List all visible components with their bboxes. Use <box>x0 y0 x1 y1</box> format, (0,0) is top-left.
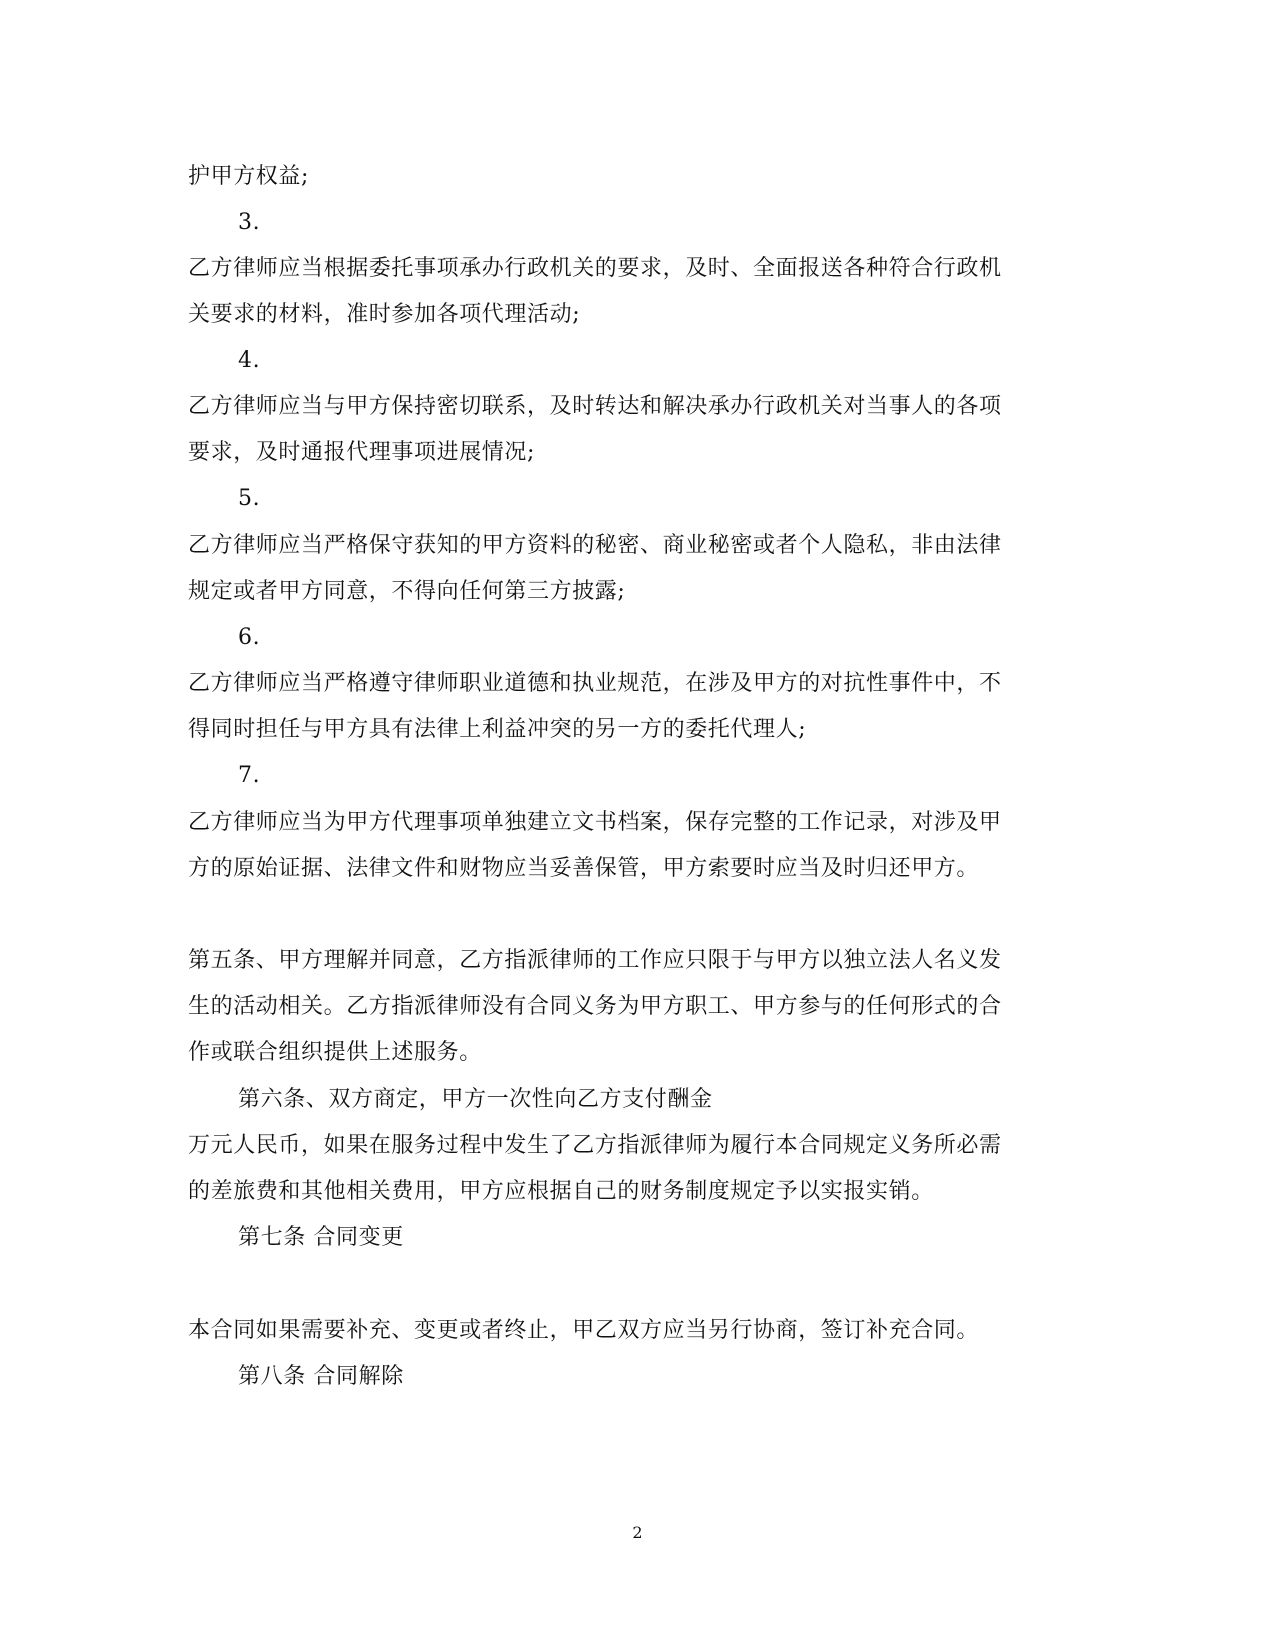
text-line: 本合同如果需要补充、变更或者终止，甲乙双方应当另行协商，签订补充合同。 <box>188 1318 980 1343</box>
text-line: 得同时担任与甲方具有法律上利益冲突的另一方的委托代理人; <box>188 717 807 742</box>
text-line: 乙方律师应当为甲方代理事项单独建立文书档案，保存完整的工作记录，对涉及甲 <box>188 810 1002 835</box>
text-line: 乙方律师应当与甲方保持密切联系，及时转达和解决承办行政机关对当事人的各项 <box>188 394 1002 419</box>
list-number: 4. <box>238 348 261 373</box>
list-number: 5. <box>238 486 261 511</box>
text-line: 关要求的材料，准时参加各项代理活动; <box>188 302 581 327</box>
text-line: 的差旅费和其他相关费用，甲方应根据自己的财务制度规定予以实报实销。 <box>188 1179 934 1204</box>
text-line: 规定或者甲方同意，不得向任何第三方披露; <box>188 579 626 604</box>
list-number: 7. <box>238 763 261 788</box>
list-number: 3. <box>238 210 261 235</box>
article-5-line: 第五条、甲方理解并同意，乙方指派律师的工作应只限于与甲方以独立法人名义发 <box>188 948 1002 973</box>
text-line: 乙方律师应当根据委托事项承办行政机关的要求，及时、全面报送各种符合行政机 <box>188 256 1002 281</box>
text-line: 要求，及时通报代理事项进展情况; <box>188 440 536 465</box>
text-line: 护甲方权益; <box>188 164 310 189</box>
list-number: 6. <box>238 625 261 650</box>
article-8-heading: 第八条 合同解除 <box>238 1364 404 1389</box>
article-6-line: 第六条、双方商定，甲方一次性向乙方支付酬金 <box>238 1087 713 1112</box>
text-line: 万元人民币，如果在服务过程中发生了乙方指派律师为履行本合同规定义务所必需 <box>188 1133 1002 1158</box>
text-line: 乙方律师应当严格遵守律师职业道德和执业规范，在涉及甲方的对抗性事件中，不 <box>188 671 1002 696</box>
page-number: 2 <box>632 1523 643 1542</box>
article-7-heading: 第七条 合同变更 <box>238 1225 404 1250</box>
text-line: 乙方律师应当严格保守获知的甲方资料的秘密、商业秘密或者个人隐私，非由法律 <box>188 533 1002 558</box>
text-line: 生的活动相关。乙方指派律师没有合同义务为甲方职工、甲方参与的任何形式的合 <box>188 994 1002 1019</box>
text-line: 作或联合组织提供上述服务。 <box>188 1040 482 1065</box>
text-line: 方的原始证据、法律文件和财物应当妥善保管，甲方索要时应当及时归还甲方。 <box>188 856 980 881</box>
